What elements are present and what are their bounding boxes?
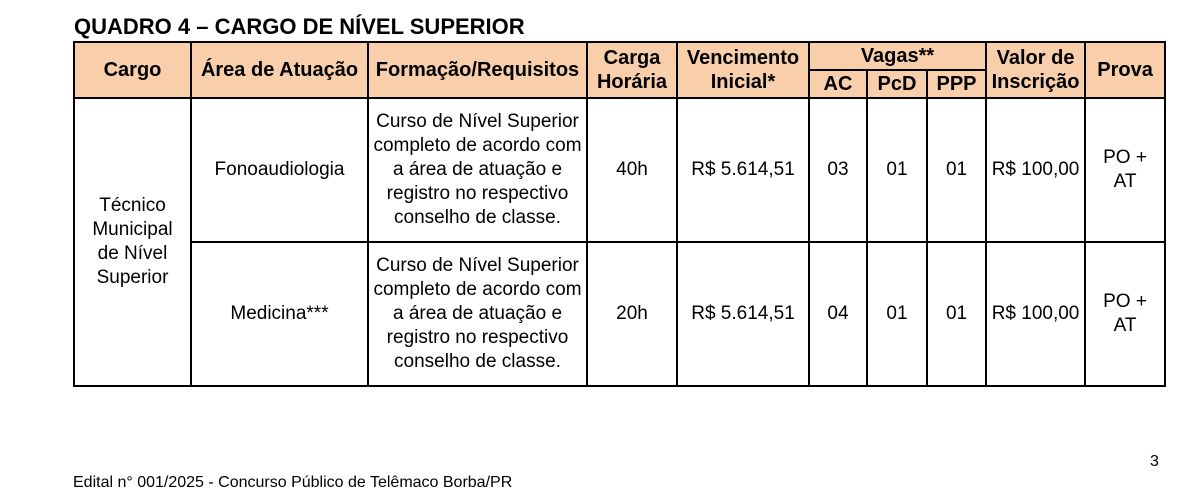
cell-cargo: Técnico Municipal de Nível Superior	[74, 98, 191, 386]
cell-ac: 04	[809, 242, 867, 386]
cell-vencimento: R$ 5.614,51	[677, 242, 809, 386]
cell-valor: R$ 100,00	[986, 242, 1085, 386]
cell-ppp: 01	[927, 98, 986, 242]
table-row	[74, 242, 1165, 386]
cell-prova: PO + AT	[1085, 242, 1165, 386]
header-valor: Valor de Inscrição	[986, 42, 1085, 98]
header-carga: Carga Horária	[587, 42, 677, 98]
cell-area: Medicina***	[191, 242, 368, 386]
header-ac: AC	[809, 70, 867, 98]
header-vencimento: Vencimento Inicial*	[677, 42, 809, 98]
cell-area: Fonoaudiologia	[191, 98, 368, 242]
table-header-row	[74, 42, 1165, 70]
cell-valor: R$ 100,00	[986, 98, 1085, 242]
cell-pcd: 01	[867, 98, 927, 242]
header-formacao: Formação/Requisitos	[368, 42, 587, 98]
table-row	[74, 98, 1165, 242]
cell-formacao: Curso de Nível Superior completo de acordo com a área de atuação e registro no respectivo conselho de classe.	[368, 98, 587, 242]
cell-prova: PO + AT	[1085, 98, 1165, 242]
cell-ac: 03	[809, 98, 867, 242]
cell-vencimento: R$ 5.614,51	[677, 98, 809, 242]
page-number: 3	[1150, 453, 1159, 470]
header-cargo: Cargo	[74, 42, 191, 98]
cargo-table	[73, 41, 1166, 387]
header-area: Área de Atuação	[191, 42, 368, 98]
cell-carga: 20h	[587, 242, 677, 386]
header-ppp: PPP	[927, 70, 986, 98]
cell-formacao: Curso de Nível Superior completo de acordo com a área de atuação e registro no respectivo conselho de classe.	[368, 242, 587, 386]
cell-ppp: 01	[927, 242, 986, 386]
header-prova: Prova	[1085, 42, 1165, 98]
header-vagas: Vagas**	[809, 42, 986, 70]
page-title: QUADRO 4 – CARGO DE NÍVEL SUPERIOR	[74, 14, 525, 39]
header-pcd: PcD	[867, 70, 927, 98]
footer-text: Edital n° 001/2025 - Concurso Público de Telêmaco Borba/PR	[73, 474, 513, 491]
cell-carga: 40h	[587, 98, 677, 242]
cell-pcd: 01	[867, 242, 927, 386]
